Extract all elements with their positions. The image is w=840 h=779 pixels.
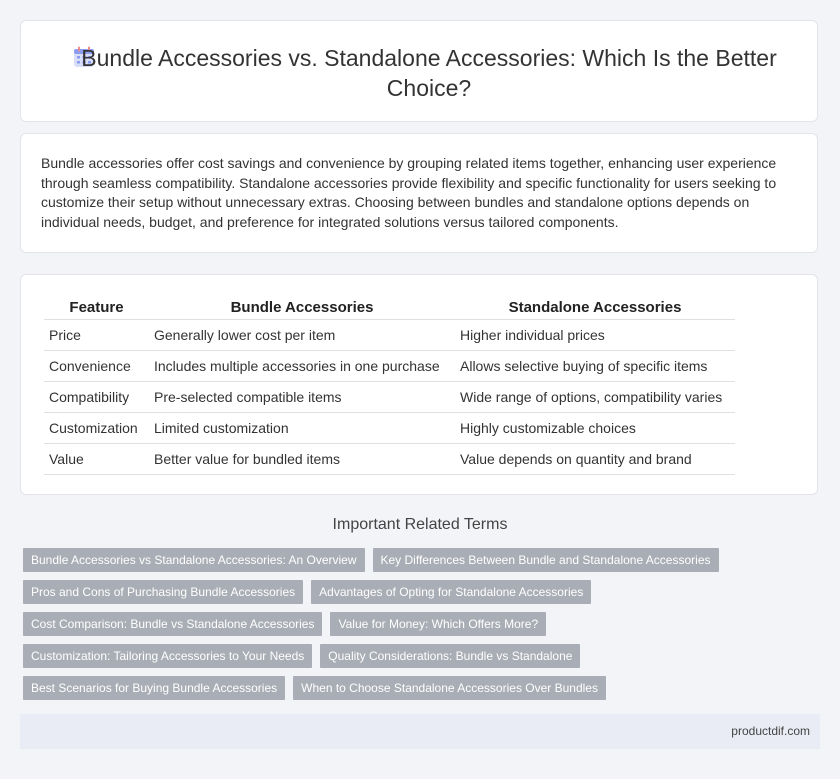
related-term-tag[interactable]: Cost Comparison: Bundle vs Standalone Accessories: [23, 612, 322, 636]
related-term-tag[interactable]: Key Differences Between Bundle and Standalone Accessories: [373, 548, 719, 572]
related-term-tag[interactable]: Customization: Tailoring Accessories to Your Needs: [23, 644, 312, 668]
related-term-tag[interactable]: Bundle Accessories vs Standalone Accessories: An Overview: [23, 548, 365, 572]
table-cell: Price: [44, 320, 149, 351]
table-cell: Higher individual prices: [455, 320, 735, 351]
related-term-tag[interactable]: Advantages of Opting for Standalone Accessories: [311, 580, 591, 604]
related-term-tag[interactable]: Value for Money: Which Offers More?: [330, 612, 546, 636]
table-row: [44, 413, 735, 444]
related-term-tag[interactable]: Pros and Cons of Purchasing Bundle Accessories: [23, 580, 303, 604]
site-name[interactable]: productdif.com: [731, 724, 810, 738]
table-cell: Better value for bundled items: [149, 444, 455, 475]
table-cell: Compatibility: [44, 382, 149, 413]
related-terms-title: Important Related Terms: [332, 516, 508, 533]
summary-text: Bundle accessories offer cost savings and convenience by grouping related items together, enhancing user experience through seamless compatibility. Standalone accessories provide flexibility and specific functionality for users seeking to customize their setup without unnecessary extras. Choosing between bundles and standalone options depends on individual needs, budget, and preference for integrated solutions versus tailored components.: [41, 155, 777, 230]
related-term-tag[interactable]: When to Choose Standalone Accessories Over Bundles: [293, 676, 606, 700]
table-row: [44, 382, 735, 413]
related-term-tag[interactable]: Quality Considerations: Bundle vs Standalone: [320, 644, 580, 668]
table-row: [44, 444, 735, 475]
table-cell: Pre-selected compatible items: [149, 382, 455, 413]
table-cell: Limited customization: [149, 413, 455, 444]
column-header: Feature: [44, 297, 149, 320]
table-cell: Value depends on quantity and brand: [455, 444, 735, 475]
table-header-row: [44, 297, 735, 320]
table-cell: Value: [44, 444, 149, 475]
table-cell: Customization: [44, 413, 149, 444]
footer: [20, 714, 820, 749]
column-header: Standalone Accessories: [455, 297, 735, 320]
table-cell: Convenience: [44, 351, 149, 382]
table-row: [44, 320, 735, 351]
comparison-card: [20, 274, 818, 495]
table-cell: Includes multiple accessories in one purchase: [149, 351, 455, 382]
related-term-tag[interactable]: Best Scenarios for Buying Bundle Accessories: [23, 676, 285, 700]
comparison-table: [44, 297, 735, 475]
table-row: [44, 351, 735, 382]
page-title: Bundle Accessories vs. Standalone Accessories: Which Is the Better Choice?: [81, 45, 777, 101]
table-cell: Highly customizable choices: [455, 413, 735, 444]
summary-card: [20, 133, 818, 253]
table-cell: Allows selective buying of specific items: [455, 351, 735, 382]
title-card: [20, 20, 818, 122]
related-terms-list: [23, 548, 803, 708]
table-cell: Generally lower cost per item: [149, 320, 455, 351]
column-header: Bundle Accessories: [149, 297, 455, 320]
table-cell: Wide range of options, compatibility varies: [455, 382, 735, 413]
